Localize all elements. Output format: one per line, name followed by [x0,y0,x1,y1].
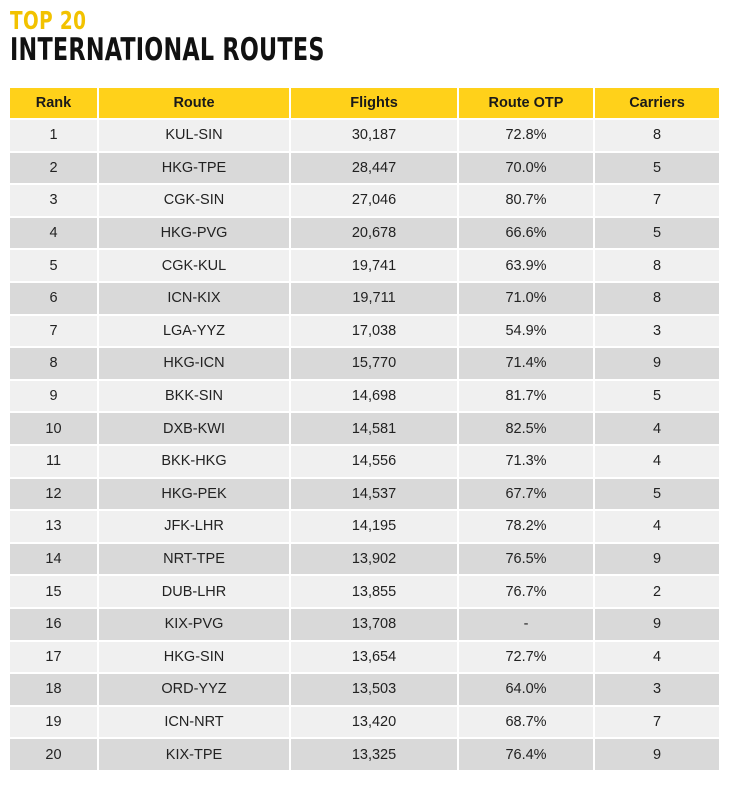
otp-cell: 72.7% [458,641,594,674]
flights-cell: 13,855 [290,575,458,608]
route-cell: KIX-TPE [98,738,290,770]
otp-cell: 76.7% [458,575,594,608]
otp-cell: 76.4% [458,738,594,770]
table-row [10,152,719,185]
otp-cell: 70.0% [458,152,594,185]
flights-cell: 19,741 [290,249,458,282]
route-cell: JFK-LHR [98,510,290,543]
flights-cell: 13,654 [290,641,458,674]
flights-cell: 14,556 [290,445,458,478]
page-title: INTERNATIONAL ROUTES [10,32,325,68]
heading-kicker: TOP 20 [10,6,87,35]
route-cell: ICN-NRT [98,706,290,739]
route-cell: CGK-KUL [98,249,290,282]
route-cell: HKG-ICN [98,347,290,380]
table-body [10,119,719,770]
carriers-cell: 8 [594,249,719,282]
rank-cell: 6 [10,282,98,315]
flights-cell: 14,581 [290,412,458,445]
rank-cell: 17 [10,641,98,674]
table-row [10,706,719,739]
route-cell: HKG-SIN [98,641,290,674]
table-row [10,510,719,543]
carriers-cell: 3 [594,673,719,706]
flights-cell: 14,195 [290,510,458,543]
otp-cell: 66.6% [458,217,594,250]
otp-cell: 81.7% [458,380,594,413]
carriers-cell: 7 [594,184,719,217]
route-cell: BKK-HKG [98,445,290,478]
flights-cell: 30,187 [290,119,458,152]
rank-cell: 4 [10,217,98,250]
route-cell: HKG-TPE [98,152,290,185]
carriers-cell: 8 [594,119,719,152]
otp-cell: 68.7% [458,706,594,739]
otp-cell: 63.9% [458,249,594,282]
carriers-cell: 4 [594,412,719,445]
route-cell: LGA-YYZ [98,315,290,348]
flights-cell: 13,708 [290,608,458,641]
table-row [10,575,719,608]
table-row [10,641,719,674]
rank-cell: 8 [10,347,98,380]
flights-cell: 28,447 [290,152,458,185]
flights-cell: 15,770 [290,347,458,380]
carriers-cell: 4 [594,445,719,478]
rank-cell: 19 [10,706,98,739]
flights-cell: 13,420 [290,706,458,739]
otp-cell: 71.4% [458,347,594,380]
column-header-flights: Flights [290,88,458,119]
rank-cell: 15 [10,575,98,608]
carriers-cell: 3 [594,315,719,348]
rank-cell: 12 [10,478,98,511]
otp-cell: 76.5% [458,543,594,576]
route-cell: DUB-LHR [98,575,290,608]
table-row [10,445,719,478]
carriers-cell: 5 [594,217,719,250]
table-row [10,315,719,348]
carriers-cell: 2 [594,575,719,608]
otp-cell: 72.8% [458,119,594,152]
table-row [10,347,719,380]
rank-cell: 2 [10,152,98,185]
table-row [10,543,719,576]
rank-cell: 1 [10,119,98,152]
otp-cell: 64.0% [458,673,594,706]
table-row [10,217,719,250]
flights-cell: 13,325 [290,738,458,770]
otp-cell: 80.7% [458,184,594,217]
otp-cell: 82.5% [458,412,594,445]
otp-cell: 78.2% [458,510,594,543]
flights-cell: 14,698 [290,380,458,413]
otp-cell: 67.7% [458,478,594,511]
rank-cell: 18 [10,673,98,706]
column-header-route-otp: Route OTP [458,88,594,119]
column-header-carriers: Carriers [594,88,719,119]
table-row [10,738,719,770]
route-cell: CGK-SIN [98,184,290,217]
rank-cell: 10 [10,412,98,445]
flights-cell: 20,678 [290,217,458,250]
carriers-cell: 8 [594,282,719,315]
table-row [10,282,719,315]
page-heading [10,8,403,66]
table-row [10,184,719,217]
route-cell: ICN-KIX [98,282,290,315]
flights-cell: 13,902 [290,543,458,576]
otp-cell: - [458,608,594,641]
table-row [10,412,719,445]
route-cell: ORD-YYZ [98,673,290,706]
rank-cell: 3 [10,184,98,217]
table-row [10,673,719,706]
rank-cell: 11 [10,445,98,478]
rank-cell: 13 [10,510,98,543]
table-row [10,380,719,413]
route-cell: HKG-PEK [98,478,290,511]
route-cell: KIX-PVG [98,608,290,641]
flights-cell: 14,537 [290,478,458,511]
carriers-cell: 5 [594,478,719,511]
route-cell: DXB-KWI [98,412,290,445]
rank-cell: 7 [10,315,98,348]
rank-cell: 20 [10,738,98,770]
carriers-cell: 7 [594,706,719,739]
rank-cell: 16 [10,608,98,641]
rank-cell: 5 [10,249,98,282]
route-cell: BKK-SIN [98,380,290,413]
flights-cell: 19,711 [290,282,458,315]
otp-cell: 71.0% [458,282,594,315]
carriers-cell: 5 [594,152,719,185]
rank-cell: 9 [10,380,98,413]
header-row [10,88,719,119]
route-cell: HKG-PVG [98,217,290,250]
rank-cell: 14 [10,543,98,576]
carriers-cell: 9 [594,608,719,641]
carriers-cell: 4 [594,641,719,674]
table-header [10,88,719,119]
otp-cell: 71.3% [458,445,594,478]
flights-cell: 17,038 [290,315,458,348]
table-row [10,608,719,641]
carriers-cell: 9 [594,738,719,770]
column-header-route: Route [98,88,290,119]
table-row [10,119,719,152]
table-row [10,249,719,282]
column-header-rank: Rank [10,88,98,119]
carriers-cell: 4 [594,510,719,543]
flights-cell: 27,046 [290,184,458,217]
route-cell: NRT-TPE [98,543,290,576]
routes-table [10,88,719,770]
flights-cell: 13,503 [290,673,458,706]
carriers-cell: 9 [594,347,719,380]
route-cell: KUL-SIN [98,119,290,152]
carriers-cell: 5 [594,380,719,413]
table-row [10,478,719,511]
carriers-cell: 9 [594,543,719,576]
otp-cell: 54.9% [458,315,594,348]
